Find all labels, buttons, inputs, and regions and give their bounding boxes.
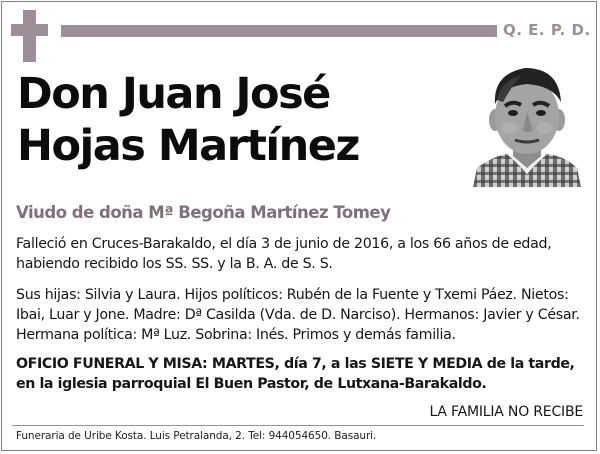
cross-icon-horizontal (11, 24, 48, 36)
funeral-service-paragraph: OFICIO FUNERAL Y MISA: MARTES, día 7, a las SIETE Y MEDIA de la tarde, en la iglesia parroquial El Buen Pastor, de Lutxana-Barakaldo. (16, 356, 575, 392)
header-bar (61, 25, 497, 37)
qepd-label: Q. E. P. D. (503, 21, 591, 39)
funeral-home-info: Funeraria de Uribe Kosta. Luis Petralanda, 2. Tel: 944054650. Basauri. (16, 430, 377, 442)
cross-icon-vertical (23, 10, 36, 62)
deceased-name (17, 68, 359, 172)
deceased-photo (473, 60, 581, 187)
widower-subtitle: Viudo de doña Mª Begoña Martínez Tomey (16, 203, 391, 222)
family-note: LA FAMILIA NO RECIBE (429, 404, 583, 420)
death-notice-paragraph: Falleció en Cruces-Barakaldo, el día 3 de junio de 2016, a los 66 años de edad, habiendo recibido los SS. SS. y la B. A. de S. S. (16, 236, 552, 272)
family-members-paragraph: Sus hijas: Silvia y Laura. Hijos políticos: Rubén de la Fuente y Txemi Páez. Nietos: Ibai, Luar y Jone. Madre: Dª Casilda (Vda. de D. Narciso). Hermanos: Javier y César. Hermana política: Mª Luz. Sobrina: Inés. Primos y demás familia. (16, 287, 580, 343)
portrait-photo-icon (473, 60, 581, 187)
name-line-1: Don Juan José (17, 69, 330, 119)
footer-divider (12, 425, 584, 426)
name-line-2: Hojas Martínez (17, 121, 359, 171)
